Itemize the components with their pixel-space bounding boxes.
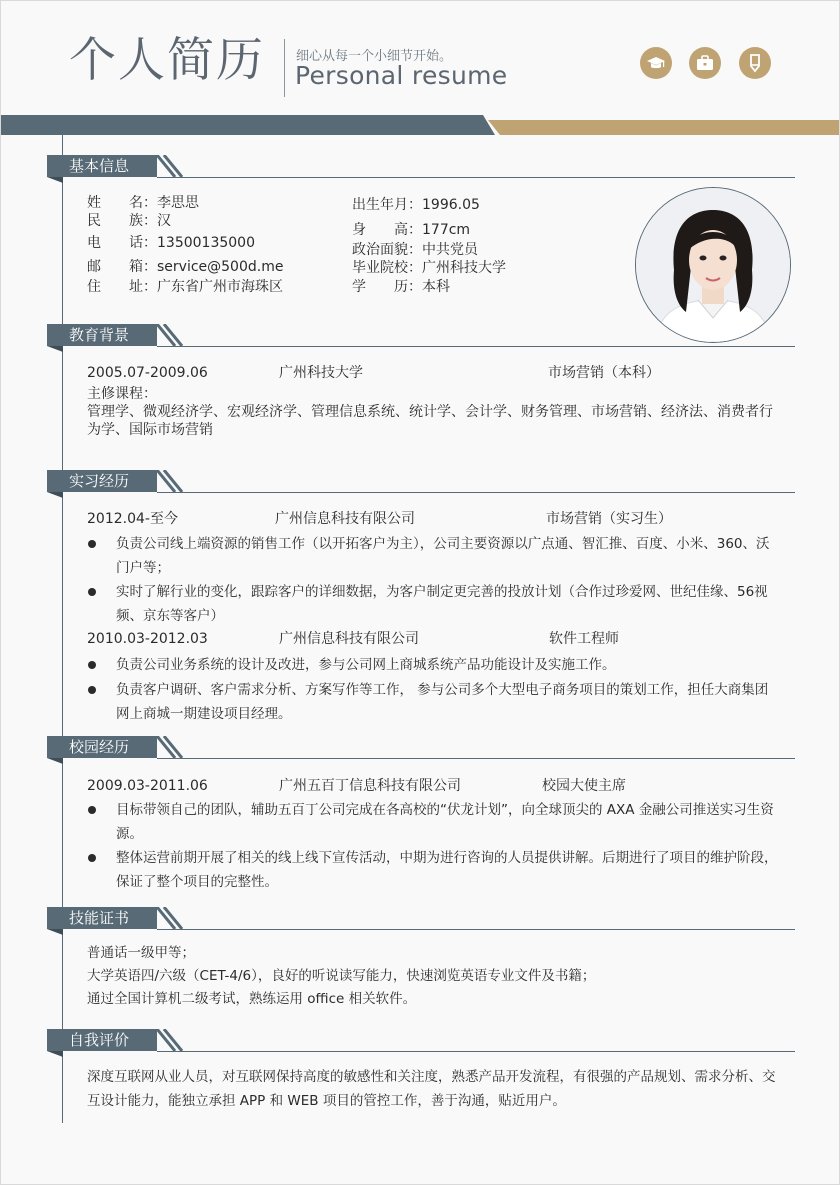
name-label: 姓 名： (87, 195, 157, 211)
bullet-dot (88, 854, 96, 862)
school-value: 广州科技大学 (422, 260, 506, 276)
address-row (87, 278, 283, 296)
school-label: 毕业院校： (352, 260, 422, 276)
phone-row (87, 234, 255, 252)
job1-role: 市场营销（实习生） (546, 511, 672, 527)
tab-stripes (157, 155, 187, 177)
profile-photo (635, 187, 791, 343)
skill-line-3: 通过全国计算机二级考试，熟练运用 office 相关软件。 (87, 991, 417, 1007)
section-rule (157, 346, 795, 347)
avatar (636, 188, 790, 342)
ethnic-row (87, 212, 171, 230)
bullet-dot (88, 806, 96, 814)
title-divider (284, 39, 285, 97)
pen-icon (739, 47, 771, 79)
degree-value: 本科 (422, 279, 450, 295)
section-rule (157, 177, 795, 178)
degree-label: 学 历： (352, 279, 422, 295)
job2-bullet-2: 负责客户调研、客户需求分析、方案写作等工作， 参与公司多个大型电子商务项目的策划工作，担任大商集团网上商城一期建设项目经理。 (116, 682, 769, 722)
job1-bullet-1: 负责公司线上端资源的销售工作（以开拓客户为主），公司主要资源以广点通、智汇推、百度、小米、360、沃门户等； (116, 536, 770, 576)
header-band-blue (1, 115, 495, 135)
edu-school: 广州科技大学 (279, 365, 363, 381)
section-rule (157, 929, 795, 930)
address-label: 住 址： (87, 279, 157, 295)
briefcase-icon (689, 47, 721, 79)
name-row (87, 194, 199, 212)
section-heading: 技能证书 (47, 907, 157, 929)
address-value: 广东省广州市海珠区 (157, 279, 283, 295)
phone-label: 电 话： (87, 235, 157, 251)
campus-company: 广州五百丁信息科技有限公司 (279, 778, 461, 794)
title-english: Personal resume (295, 61, 508, 90)
height-row (352, 221, 470, 239)
tab-stripes (157, 907, 187, 929)
tab-stripes (157, 470, 187, 492)
section-heading: 基本信息 (47, 155, 157, 177)
job2-period: 2010.03-2012.03 (87, 631, 208, 647)
job2-company: 广州信息科技有限公司 (279, 631, 419, 647)
graduation-cap-icon (640, 47, 672, 79)
bullet-dot (88, 661, 96, 669)
name-value: 李思思 (157, 195, 199, 211)
tab-fold (47, 492, 63, 498)
tab-stripes (157, 1029, 187, 1051)
email-row (87, 258, 283, 276)
birth-row (352, 196, 480, 214)
skill-line-2: 大学英语四/六级（CET-4/6），良好的听说读写能力，快速浏览英语专业文件及书籍； (87, 968, 596, 984)
page-title: 个人简历 (69, 33, 265, 88)
tab-fold (47, 346, 63, 352)
bullet-dot (88, 686, 96, 694)
self-evaluation-text: 深度互联网从业人员，对互联网保持高度的敏感性和关注度，熟悉产品开发流程，有很强的产品规划、需求分析、交互设计能力，能独立承担 APP 和 WEB 项目的管控工作，善于沟通，贴近用户。 (87, 1069, 776, 1109)
email-value: service@500d.me (157, 259, 284, 275)
section-heading: 实习经历 (47, 470, 157, 492)
political-value: 中共党员 (422, 242, 478, 258)
job2-bullet-1: 负责公司业务系统的设计及改进，参与公司网上商城系统产品功能设计及实施工作。 (116, 657, 616, 673)
section-education (47, 324, 795, 350)
tab-fold (47, 177, 63, 183)
job1-period: 2012.04-至今 (87, 511, 178, 527)
courses-label: 主修课程： (87, 386, 157, 402)
job1-company: 广州信息科技有限公司 (275, 511, 415, 527)
tab-fold (47, 758, 63, 764)
courses-text: 管理学、微观经济学、宏观经济学、管理信息系统、统计学、会计学、财务管理、市场营销、经济法、消费者行为学、国际市场营销 (87, 404, 773, 438)
section-internship (47, 470, 795, 496)
bullet-dot (88, 588, 96, 596)
job2-role: 软件工程师 (549, 631, 619, 647)
section-skills (47, 907, 795, 933)
email-label: 邮 箱： (87, 259, 157, 275)
political-label: 政治面貌： (352, 242, 422, 258)
section-self-evaluation (47, 1029, 795, 1055)
birth-value: 1996.05 (422, 197, 480, 213)
header-band-gold (488, 120, 839, 135)
height-label: 身 高： (352, 222, 422, 238)
birth-label: 出生年月： (352, 197, 422, 213)
phone-value: 13500135000 (157, 235, 255, 251)
tab-fold (47, 1051, 63, 1057)
campus-role: 校园大使主席 (542, 778, 626, 794)
edu-major: 市场营销（本科） (548, 365, 660, 381)
section-rule (157, 758, 795, 759)
tab-fold (47, 929, 63, 935)
ethnic-value: 汉 (157, 213, 171, 229)
tab-stripes (157, 324, 187, 346)
degree-row (352, 278, 450, 296)
edu-period: 2005.07-2009.06 (87, 365, 208, 381)
section-heading: 校园经历 (47, 736, 157, 758)
section-basic-info (47, 155, 795, 181)
section-heading: 教育背景 (47, 324, 157, 346)
job1-bullet-2: 实时了解行业的变化，跟踪客户的详细数据，为客户制定更完善的投放计划（合作过珍爱网、世纪佳缘、56视频、京东等客户） (116, 584, 768, 624)
section-heading: 自我评价 (47, 1029, 157, 1051)
height-value: 177cm (422, 222, 471, 238)
tab-stripes (157, 736, 187, 758)
political-row (352, 241, 478, 259)
ethnic-label: 民 族： (87, 213, 157, 229)
title-slogan: 细心从每一个小细节开始。 (296, 49, 453, 64)
school-row (352, 259, 506, 277)
timeline-line (62, 135, 63, 1123)
section-rule (157, 1051, 795, 1052)
skill-line-1: 普通话一级甲等； (87, 945, 195, 961)
campus-period: 2009.03-2011.06 (87, 778, 208, 794)
bullet-dot (88, 540, 96, 548)
campus-bullet-2: 整体运营前期开展了相关的线上线下宣传活动，中期为进行咨询的人员提供讲解。后期进行了项目的维护阶段，保证了整个项目的完整性。 (116, 850, 778, 890)
section-rule (157, 492, 795, 493)
campus-bullet-1: 目标带领自己的团队，辅助五百丁公司完成在各高校的“伏龙计划”，向全球顶尖的 AXA 金融公司推送实习生资源。 (116, 802, 774, 842)
section-campus (47, 736, 795, 762)
